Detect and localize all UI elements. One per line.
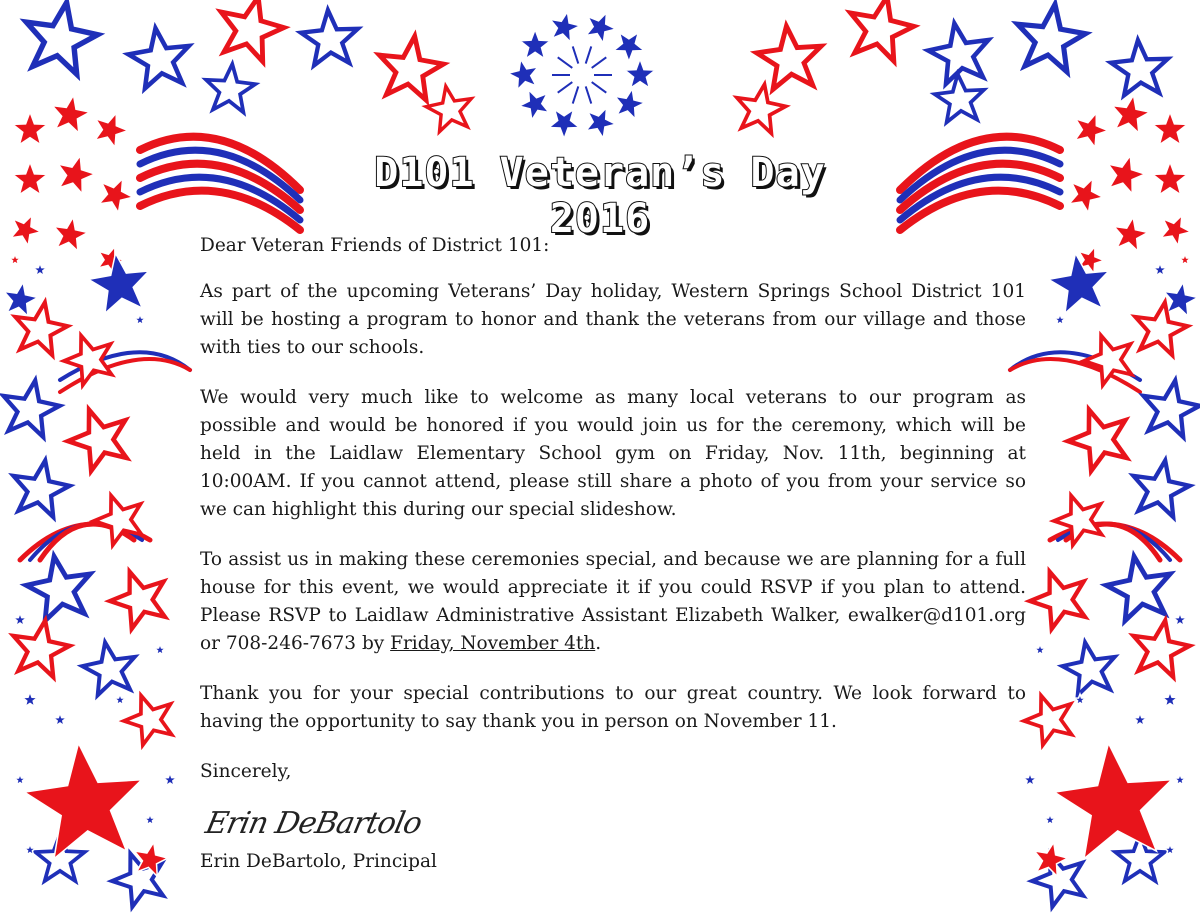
red-star-icon — [1179, 254, 1190, 265]
blue-star-icon — [33, 263, 46, 276]
blue-star-icon — [14, 774, 25, 785]
outline-star-icon — [1135, 302, 1187, 355]
blue-star-icon — [154, 644, 165, 655]
red-star-icon — [54, 217, 88, 251]
paragraph-3 — [200, 546, 1026, 658]
rsvp-text: To assist us in making these ceremonies special, and because we are planning for a full house for this event, we would appreciate it if you could RSVP if you plan to attend. Please RSVP to Laidlaw Administrative Assistant Elizabeth Walker, ewalker@d101.org or 708-246-7673 by — [200, 549, 1026, 654]
blue-star-icon — [549, 110, 579, 139]
outline-star-icon — [1134, 621, 1190, 678]
red-star-icon — [1153, 162, 1187, 195]
outline-star-icon — [1068, 410, 1127, 471]
red-star-icon — [1161, 216, 1191, 246]
blue-star-icon — [53, 713, 66, 726]
blue-star-icon — [163, 773, 176, 786]
blue-star-icon — [520, 30, 550, 59]
blue-star-icon — [13, 613, 26, 626]
outline-star-icon — [14, 461, 70, 518]
outline-star-icon — [851, 0, 914, 61]
blue-star-icon — [89, 253, 149, 313]
rsvp-end: . — [595, 633, 602, 654]
red-star-icon — [13, 162, 47, 195]
firework-burst-icon — [592, 82, 607, 93]
outline-star-icon — [14, 621, 70, 678]
red-star-icon — [9, 254, 20, 265]
greeting: Dear Veteran Friends of District 101: — [200, 235, 550, 256]
blue-star-icon — [114, 694, 125, 705]
blue-star-icon — [625, 59, 655, 88]
blue-star-icon — [1034, 644, 1045, 655]
shooting-star-icon — [140, 191, 300, 230]
blue-star-icon — [1044, 814, 1055, 825]
blue-star-icon — [519, 90, 549, 120]
blue-star-icon — [508, 59, 538, 89]
blue-star-icon — [144, 814, 155, 825]
page-title: D101 Veteran’s Day 2016 — [374, 150, 826, 242]
outline-star-icon — [82, 642, 134, 695]
red-star-icon — [1075, 113, 1108, 147]
red-star-icon — [95, 113, 128, 147]
outline-star-icon — [301, 10, 358, 65]
outline-star-icon — [737, 84, 786, 133]
outline-star-icon — [221, 0, 284, 62]
red-star-icon — [11, 216, 41, 246]
firework-burst-icon — [558, 57, 573, 68]
blue-star-icon — [1164, 282, 1198, 316]
red-star-icon — [99, 179, 133, 213]
outline-star-icon — [1024, 696, 1072, 745]
blue-star-icon — [1162, 692, 1177, 707]
blue-star-icon — [1153, 263, 1166, 276]
red-star-icon — [1054, 743, 1171, 858]
outline-star-icon — [1084, 336, 1132, 385]
outline-star-icon — [1106, 557, 1170, 621]
outline-star-icon — [1062, 642, 1114, 695]
blue-star-icon — [586, 108, 616, 138]
outline-star-icon — [110, 572, 165, 629]
red-star-icon — [1114, 217, 1148, 251]
outline-star-icon — [206, 64, 255, 112]
firework-burst-icon — [592, 57, 607, 68]
paragraph-1: As part of the upcoming Veterans’ Day holiday, Western Springs School District 101 will be hosting a program to honor and thank the veterans from our village and those with ties to our schools. — [200, 281, 1026, 358]
red-star-icon — [13, 112, 47, 145]
firework-burst-icon — [586, 86, 592, 103]
outline-star-icon — [124, 696, 172, 745]
letter-body — [200, 232, 1026, 876]
red-star-icon — [1108, 156, 1145, 194]
red-star-icon — [1153, 112, 1187, 145]
firework-burst-icon — [573, 86, 579, 103]
firework-burst-icon — [573, 46, 579, 63]
shooting-star-icon — [1050, 524, 1180, 560]
blue-star-icon — [1173, 613, 1186, 626]
red-star-icon — [58, 156, 95, 194]
outline-star-icon — [68, 410, 127, 471]
outline-star-icon — [26, 3, 97, 75]
outline-star-icon — [757, 26, 821, 89]
blue-star-icon — [586, 13, 616, 43]
outline-star-icon — [129, 28, 189, 88]
rsvp-deadline: Friday, November 4th — [390, 633, 596, 654]
paragraph-4: Thank you for your special contributions to our great country. We look forward to having the opportunity to say thank you in person on November 11. — [200, 683, 1026, 732]
paragraph-2: We would very much like to welcome as many local veterans to our program as possible and would be honored if you would join us for the ceremony, which will be held in the Laidlaw Elementary School gym on Friday, Nov. 11th, beginning at 10:00AM. If you cannot attend, please still share a photo of you from your service so we can highlight this during our special slideshow. — [200, 387, 1026, 520]
firework-burst-icon — [558, 82, 573, 93]
blue-star-icon — [550, 12, 580, 42]
outline-star-icon — [26, 557, 90, 621]
shooting-star-icon — [900, 191, 1060, 230]
outline-star-icon — [1144, 381, 1200, 438]
outline-star-icon — [1018, 4, 1086, 71]
red-star-icon — [52, 95, 90, 133]
outline-star-icon — [1030, 572, 1085, 629]
blue-star-icon — [1054, 314, 1065, 325]
outline-star-icon — [1111, 40, 1168, 95]
red-star-icon — [1069, 179, 1103, 213]
blue-star-icon — [615, 89, 645, 119]
blue-star-icon — [4, 282, 38, 316]
closing: Sincerely, — [200, 761, 292, 782]
blue-star-icon — [1133, 713, 1146, 726]
blue-star-icon — [614, 33, 644, 62]
blue-star-icon — [22, 692, 37, 707]
outline-star-icon — [4, 381, 60, 438]
signer-name: Erin DeBartolo, Principal — [200, 851, 437, 872]
outline-star-icon — [379, 36, 443, 100]
outline-star-icon — [1134, 461, 1190, 518]
red-star-icon — [1112, 95, 1150, 133]
blue-star-icon — [1174, 774, 1185, 785]
signature: Erin DeBartolo — [202, 806, 425, 841]
blue-star-icon — [134, 314, 145, 325]
red-star-icon — [24, 743, 141, 858]
outline-star-icon — [935, 74, 984, 122]
firework-burst-icon — [586, 46, 592, 63]
outline-star-icon — [426, 86, 471, 131]
